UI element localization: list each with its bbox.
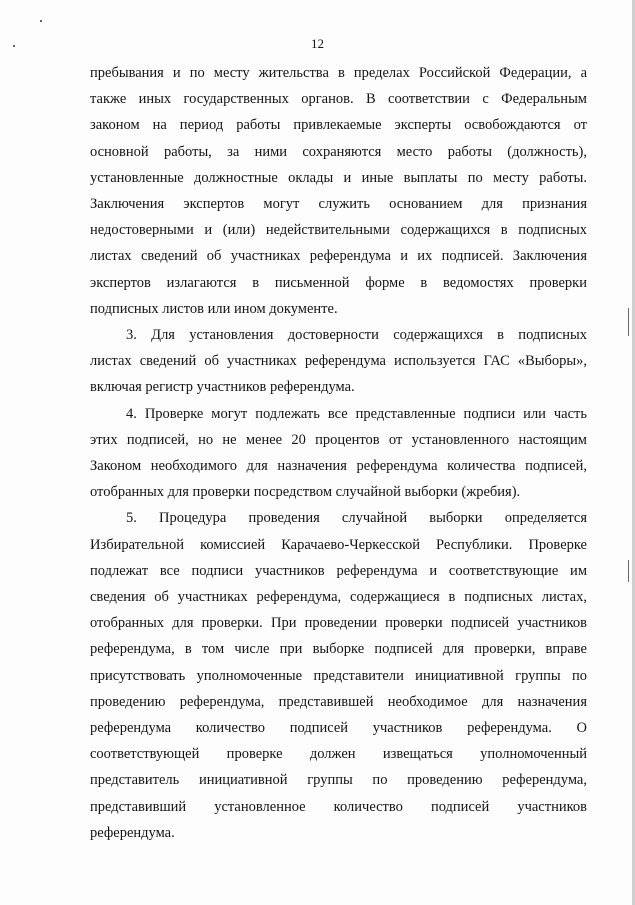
text-line: пребывания и по месту жительства в пределах Российской Федерации, а <box>90 65 587 81</box>
text-line: референдума, в том числе при выборке подписей для проверки, вправе <box>90 641 587 658</box>
scan-artifact-dot <box>40 20 42 22</box>
page-number: 12 <box>311 36 324 51</box>
text-line: основной работы, за ними сохраняются место работы (должность), <box>90 143 587 160</box>
text-line: экспертов излагаются в письменной форме в ведомостях проверки <box>90 274 587 291</box>
scan-edge-mark <box>628 308 629 336</box>
text-line: 5. Процедура проведения случайной выборки определяется <box>126 510 587 527</box>
text-line: законом на период работы привлекаемые эксперты освобождаются от <box>90 117 587 134</box>
document-body <box>90 60 587 846</box>
text-line: представитель инициативной группы по проведению референдума, <box>90 772 587 789</box>
text-line: проведению референдума, представившей необходимое для назначения <box>90 693 587 710</box>
text-line: подлежат все подписи участников референдума и соответствующие им <box>90 562 587 579</box>
text-line: также иных государственных органов. В соответствии с Федеральным <box>90 91 587 108</box>
text-line: соответствующей проверке должен извещаться уполномоченный <box>90 746 587 763</box>
text-line: отобранных для проверки посредством случайной выборки (жребия). <box>90 484 521 501</box>
text-line: Заключения экспертов могут служить основанием для признания <box>90 196 587 213</box>
text-line: листах сведений об участниках референдума и их подписей. Заключения <box>90 248 587 265</box>
text-line: представивший установленное количество подписей участников <box>90 798 587 815</box>
text-line: Законом необходимого для назначения референдума количества подписей, <box>90 458 587 475</box>
text-line: присутствовать уполномоченные представители инициативной группы по <box>90 667 587 684</box>
text-line: 4. Проверке могут подлежать все представленные подписи или часть <box>126 405 587 422</box>
text-line: недостоверными и (или) недействительными содержащихся в подписных <box>90 222 587 239</box>
text-line: референдума. <box>90 824 175 841</box>
text-line: сведения об участниках референдума, содержащиеся в подписных листах, <box>90 589 587 606</box>
text-line: установленные должностные оклады и иные выплаты по месту работы. <box>90 169 587 186</box>
text-line: 3. Для установления достоверности содержащихся в подписных <box>126 327 587 344</box>
text-line: Избирательной комиссией Карачаево-Черкесской Республики. Проверке <box>90 536 587 553</box>
text-line: листах сведений об участниках референдума используется ГАС «Выборы», <box>90 353 587 370</box>
text-line: включая регистр участников референдума. <box>90 379 355 396</box>
scan-edge-mark <box>628 560 629 582</box>
text-line: отобранных для проверки. При проведении проверки подписей участников <box>90 615 587 632</box>
text-line: этих подписей, но не менее 20 процентов от установленного настоящим <box>90 431 587 448</box>
text-line: референдума количество подписей участников референдума. О <box>90 720 587 737</box>
text-line: подписных листов или ином документе. <box>90 300 338 317</box>
